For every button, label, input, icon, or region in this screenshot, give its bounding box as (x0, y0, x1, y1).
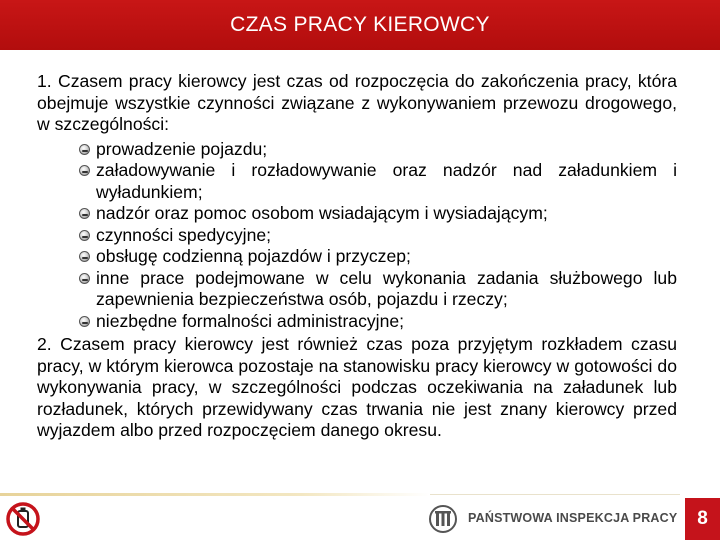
no-alcohol-icon (6, 502, 40, 536)
list-item (37, 268, 677, 311)
bullet-icon (79, 165, 90, 176)
bullet-icon (79, 251, 90, 262)
footer-divider (0, 493, 430, 496)
title-bar (0, 0, 720, 50)
list-item-text: czynności spedycyjne; (96, 224, 272, 245)
list-item-text: niezbędne formalności administracyjne; (96, 310, 405, 331)
page-title: CZAS PRACY KIEROWCY (230, 13, 490, 36)
paragraph-1-number: 1. (37, 71, 52, 91)
bullet-icon (79, 316, 90, 327)
list-item-text: nadzór oraz pomoc osobom wsiadającym i wysiadającym; (96, 203, 548, 223)
list-item-text: obsługę codzienną pojazdów i przyczep; (96, 246, 411, 266)
list-item (37, 311, 677, 333)
paragraph-1 (37, 71, 677, 136)
organization-name: PAŃSTWOWA INSPEKCJA PRACY (468, 511, 678, 525)
bullet-icon (79, 144, 90, 155)
paragraph-1-text: kierowcy jest czas od rozpoczęcia do zakończenia pracy, która obejmuje wszystkie czynności związane z wykonywaniem przewozu drogowego, w szczególności: (37, 71, 677, 134)
list-item-text: załadowywanie i rozładowywanie oraz nadzór nad załadunkiem i wyładunkiem; (96, 160, 677, 202)
page-number: 8 (697, 508, 708, 529)
bullet-icon (79, 230, 90, 241)
list-item-text: prowadzenie pojazdu; (96, 138, 268, 159)
list-item (37, 160, 677, 203)
paragraph-1-term: Czasem pracy (57, 71, 172, 91)
bullet-list (37, 139, 677, 333)
bullet-icon (79, 273, 90, 284)
list-item (37, 139, 677, 161)
list-item-text: inne prace podejmowane w celu wykonania zadania służbowego lub zapewnienia bezpieczeństwa osób, pojazdu i rzeczy; (96, 267, 677, 309)
pip-logo-icon (428, 504, 458, 534)
list-item (37, 203, 677, 225)
content-area (37, 71, 677, 442)
bullet-icon (79, 208, 90, 219)
page-number-box (685, 498, 720, 540)
paragraph-2: 2. Czasem pracy kierowcy jest również czas poza przyjętym rozkładem czasu pracy, w którym kierowca pozostaje na stanowisku pracy kierowcy w gotowości do wykonywania pracy, w szczególności podczas oczekiwania na załadunek lub rozładunek, których przewidywany czas trwania nie jest znany kierowcy przed wyjazdem albo przed rozpoczęciem danego okresu. (37, 334, 677, 440)
list-item (37, 225, 677, 247)
footer-divider-right (430, 494, 680, 495)
list-item (37, 246, 677, 268)
